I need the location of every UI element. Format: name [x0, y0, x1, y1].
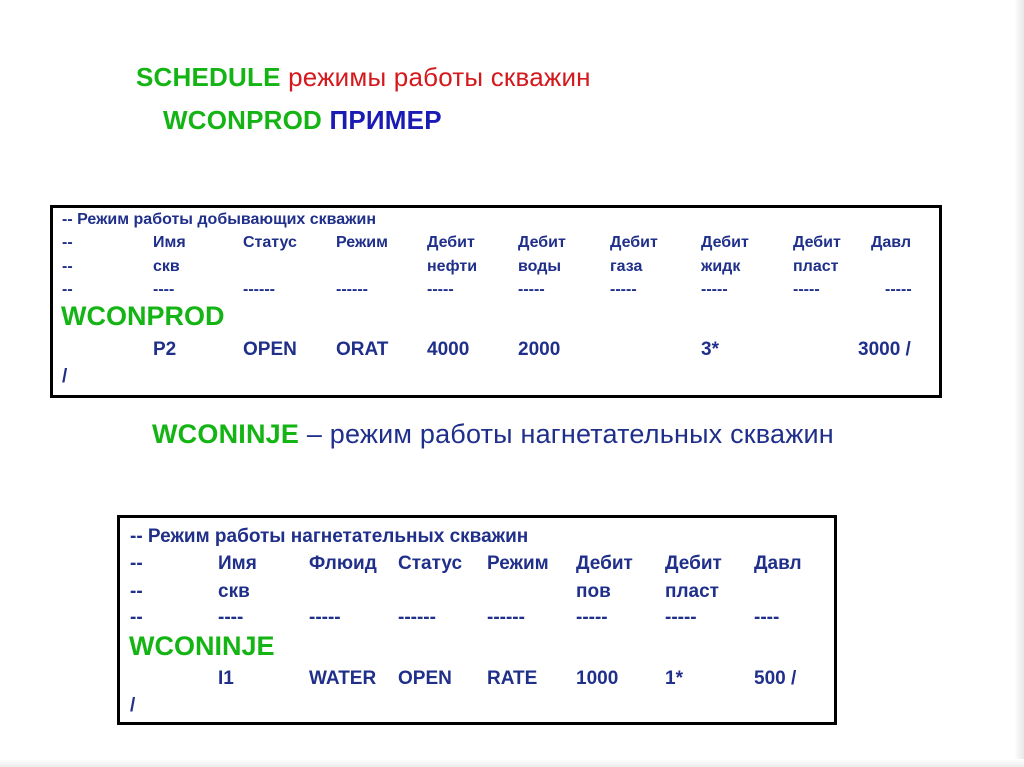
wconinje-keyword: WCONINJE — [129, 631, 275, 661]
example-label: ПРИМЕР — [329, 105, 442, 135]
prod-comment: -- Режим работы добывающих скважин — [62, 211, 377, 228]
prod-header-cell: -- — [62, 234, 73, 251]
slide-shadow-bottom — [0, 759, 1024, 767]
inj-header-cell: Имя — [218, 553, 257, 574]
prod-header-cell: Дебит — [610, 234, 658, 251]
wconprod-keyword: WCONPROD — [61, 301, 225, 331]
prod-dash-cell: ------ — [243, 281, 275, 298]
prod-header-cell: Дебит — [793, 234, 841, 251]
wconprod-example-title — [163, 105, 442, 136]
production-wells-box — [50, 205, 942, 398]
inj-header-cell: -- — [130, 581, 143, 602]
prod-dash-cell: ----- — [610, 281, 637, 298]
inj-header-cell: пласт — [665, 581, 719, 602]
prod-header-cell: Режим — [336, 234, 388, 251]
prod-dash-cell: ----- — [427, 281, 454, 298]
inj-dash-cell: ------ — [487, 607, 525, 628]
slide-shadow-right — [1014, 0, 1024, 767]
prod-data-cell: 3* — [701, 339, 719, 360]
inj-header-cell: Дебит — [665, 553, 722, 574]
inj-terminator: / — [130, 695, 136, 716]
prod-dash-cell: ------ — [336, 281, 368, 298]
prod-header-cell: скв — [153, 258, 180, 275]
wconinje-title — [152, 419, 834, 450]
prod-dash-cell: ---- — [153, 281, 175, 298]
injection-wells-box — [117, 515, 837, 725]
prod-data-cell: OPEN — [243, 339, 297, 360]
inj-header-cell: Статус — [398, 553, 463, 574]
inj-header-cell: пов — [576, 581, 611, 602]
prod-header-cell: Статус — [243, 234, 297, 251]
prod-terminator: / — [62, 366, 68, 387]
prod-header-cell: Имя — [153, 234, 186, 251]
inj-dash-cell: ---- — [754, 607, 780, 628]
inj-data-cell: RATE — [487, 668, 538, 689]
schedule-keyword: SCHEDULE — [136, 62, 281, 92]
wconinje-keyword-title: WCONINJE — [152, 419, 300, 449]
prod-header-cell: -- — [62, 258, 73, 275]
inj-dash-cell: ---- — [218, 607, 244, 628]
inj-data-cell: 500 / — [754, 668, 797, 689]
inj-header-cell: скв — [218, 581, 250, 602]
inj-dash-cell: ------ — [398, 607, 436, 628]
inj-data-cell: 1000 — [576, 668, 619, 689]
prod-dash-cell: -- — [62, 281, 73, 298]
inj-dash-cell: ----- — [309, 607, 341, 628]
prod-header-cell: Дебит — [427, 234, 475, 251]
inj-header-cell: Режим — [487, 553, 549, 574]
inj-dash-cell: ----- — [576, 607, 608, 628]
inj-header-cell: Давл — [754, 553, 802, 574]
prod-data-cell: ORAT — [336, 339, 389, 360]
prod-header-cell: газа — [610, 258, 643, 275]
prod-header-cell: Давл — [871, 234, 912, 251]
wconprod-keyword-title: WCONPROD — [163, 105, 323, 135]
schedule-description: режимы работы скважин — [288, 62, 591, 92]
prod-data-cell: P2 — [153, 339, 177, 360]
inj-data-cell: WATER — [309, 668, 377, 689]
schedule-title — [136, 62, 591, 93]
inj-header-cell: -- — [130, 553, 143, 574]
prod-dash-cell: ----- — [793, 281, 820, 298]
prod-data-cell: 3000 / — [858, 339, 911, 360]
prod-header-cell: жидк — [701, 258, 741, 275]
prod-data-cell: 4000 — [427, 339, 470, 360]
inj-data-cell: 1* — [665, 668, 683, 689]
prod-header-cell: Дебит — [701, 234, 749, 251]
prod-header-cell: Дебит — [518, 234, 566, 251]
inj-comment: -- Режим работы нагнетательных скважин — [130, 526, 529, 547]
wconinje-description: – режим работы нагнетательных скважин — [306, 419, 834, 449]
prod-header-cell: пласт — [793, 258, 839, 275]
prod-dash-cell: ----- — [885, 281, 912, 298]
prod-data-cell: 2000 — [518, 339, 561, 360]
inj-header-cell: Флюид — [309, 553, 377, 574]
prod-header-cell: воды — [518, 258, 562, 275]
inj-data-cell: OPEN — [398, 668, 452, 689]
prod-header-cell: нефти — [427, 258, 478, 275]
inj-dash-cell: -- — [130, 607, 143, 628]
inj-dash-cell: ----- — [665, 607, 697, 628]
inj-data-cell: I1 — [218, 668, 234, 689]
prod-dash-cell: ----- — [701, 281, 728, 298]
prod-dash-cell: ----- — [518, 281, 545, 298]
inj-header-cell: Дебит — [576, 553, 633, 574]
